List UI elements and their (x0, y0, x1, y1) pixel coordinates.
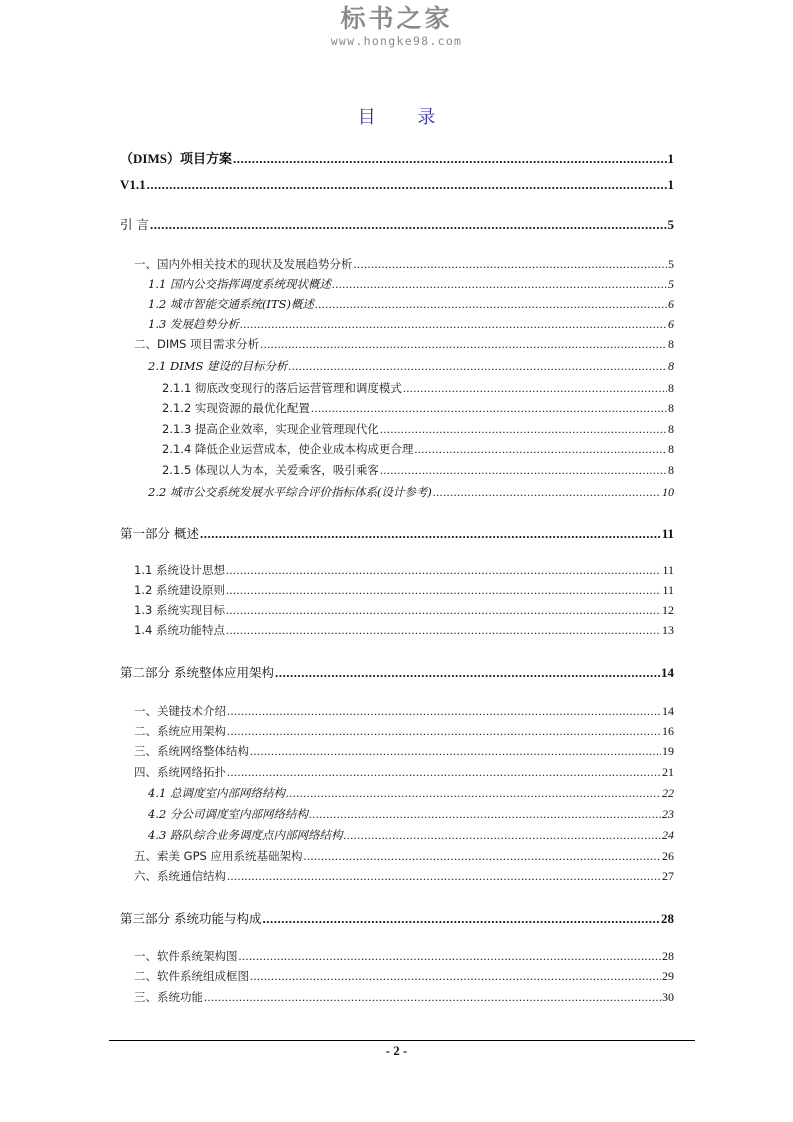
toc-entry-label: V1.1 (120, 177, 146, 192)
toc-entry[interactable] (120, 177, 674, 195)
toc-entry-label: 2.1.1 彻底改变现行的落后运营管理和调度模式 (162, 381, 402, 395)
toc-entry-label: 第二部分 系统整体应用架构 (120, 665, 274, 680)
toc-entry-label: 1.3 系统实现目标 (134, 603, 225, 617)
toc-entry-page: 11 (662, 583, 674, 597)
toc-entry-page: 10 (662, 485, 674, 499)
toc-entry-label: 三、系统网络整体结构 (134, 744, 249, 758)
toc-entry[interactable] (120, 524, 674, 542)
toc-entry-label: 四、系统网络拓扑 (134, 765, 226, 779)
toc-entry-page: 28 (661, 911, 674, 926)
toc-entry[interactable] (120, 663, 674, 681)
toc-leader-dots (233, 151, 667, 167)
toc-entry-label: 2.1.2 实现资源的最优化配置 (162, 401, 310, 415)
toc-leader-dots (380, 463, 667, 478)
toc-entry[interactable] (120, 622, 674, 640)
page-title: 目 录 (357, 107, 454, 128)
toc-entry-page: 1 (667, 151, 674, 166)
toc-leader-dots (303, 849, 661, 864)
toc-leader-dots (226, 563, 661, 578)
toc-entry[interactable] (120, 462, 674, 480)
toc-leader-dots (204, 990, 661, 1005)
footer-divider (109, 1040, 695, 1041)
toc-entry-label: 2.1.4 降低企业运营成本，使企业成本构成更合理 (162, 442, 414, 456)
toc-entry-page: 5 (667, 217, 674, 232)
toc-entry-page: 14 (661, 665, 674, 680)
toc-leader-dots (315, 297, 667, 312)
toc-entry-page: 1 (667, 177, 674, 192)
toc-entry[interactable] (120, 316, 674, 334)
toc-leader-dots (275, 665, 660, 681)
toc-entry-page: 19 (662, 744, 674, 758)
toc-leader-dots (227, 704, 661, 719)
toc-leader-dots (380, 422, 667, 437)
toc-leader-dots (260, 337, 667, 352)
toc-entry-label: （DIMS）项目方案 (120, 151, 232, 166)
toc-entry-label: 引 言 (120, 217, 149, 232)
toc-entry-page: 12 (662, 603, 674, 617)
toc-entry[interactable] (120, 582, 674, 600)
toc-leader-dots (226, 603, 661, 618)
toc-entry-page: 8 (668, 401, 674, 415)
toc-entry[interactable] (120, 743, 674, 761)
toc-entry[interactable] (120, 948, 674, 966)
toc-leader-dots (403, 381, 667, 396)
toc-leader-dots (250, 744, 661, 759)
toc-leader-dots (250, 969, 661, 984)
toc-entry-page: 11 (662, 563, 674, 577)
toc-entry-page: 26 (662, 849, 674, 863)
toc-entry-page: 22 (662, 786, 674, 800)
toc-entry[interactable] (120, 148, 674, 166)
toc-entry-label: 三、系统功能 (134, 990, 203, 1004)
toc-leader-dots (289, 359, 667, 374)
toc-entry[interactable] (120, 785, 674, 803)
toc-entry-label: 4.3 路队综合业务调度点内部网络结构 (148, 828, 343, 842)
toc-entry[interactable] (120, 256, 674, 274)
toc-leader-dots (227, 765, 661, 780)
footer-page-number: - 2 - (385, 1043, 408, 1058)
toc-leader-dots (309, 807, 661, 822)
toc-entry[interactable] (120, 848, 674, 866)
toc-entry-label: 一、关键技术介绍 (134, 704, 226, 718)
toc-leader-dots (239, 949, 662, 964)
toc-entry-label: 4.2 分公司调度室内部网络结构 (148, 807, 308, 821)
watermark (0, 4, 793, 48)
toc-leader-dots (343, 828, 661, 843)
toc-entry-page: 6 (668, 297, 674, 311)
toc-leader-dots (262, 911, 660, 927)
toc-leader-dots (150, 217, 667, 233)
toc-entry-page: 21 (662, 765, 674, 779)
toc-leader-dots (433, 485, 661, 500)
toc-leader-dots (147, 177, 667, 193)
toc-entry-page: 5 (668, 257, 674, 271)
toc-entry-label: 1.4 系统功能特点 (134, 623, 225, 637)
watermark-url: www.hongke98.com (330, 34, 463, 48)
toc-entry[interactable] (120, 380, 674, 398)
toc-entry-page: 28 (662, 949, 674, 963)
toc-entry-label: 二、系统应用架构 (134, 724, 226, 738)
toc-entry[interactable] (120, 703, 674, 721)
toc-leader-dots (240, 317, 667, 332)
toc-leader-dots (226, 583, 661, 598)
watermark-logo: 标书之家 (340, 4, 453, 33)
toc-entry[interactable] (120, 441, 674, 459)
toc-entry[interactable] (120, 358, 674, 376)
toc-entry-label: 二、软件系统组成框图 (134, 969, 249, 983)
toc-entry[interactable] (120, 215, 674, 233)
toc-entry-page: 30 (662, 990, 674, 1004)
toc-entry-page: 11 (661, 526, 674, 541)
toc-leader-dots (354, 257, 668, 272)
toc-entry[interactable] (120, 602, 674, 620)
toc-entry-page: 8 (668, 359, 674, 373)
toc-entry-page: 6 (668, 317, 674, 331)
toc-entry-page: 8 (668, 422, 674, 436)
toc-entry-label: 1.1 国内公交指挥调度系统现状概述 (148, 277, 331, 291)
toc-entry[interactable] (120, 484, 674, 502)
toc-entry-page: 8 (668, 381, 674, 395)
toc-entry-page: 23 (662, 807, 674, 821)
toc-entry[interactable] (120, 421, 674, 439)
toc-entry-label: 六、系统通信结构 (134, 869, 226, 883)
toc-entry-page: 8 (668, 442, 674, 456)
toc-entry-label: 一、软件系统架构图 (134, 949, 238, 963)
toc-entry-page: 8 (668, 337, 674, 351)
toc-entry-label: 1.3 发展趋势分析 (148, 317, 239, 331)
toc-entry-label: 五、索美 GPS 应用系统基础架构 (134, 849, 303, 863)
toc-entry[interactable] (120, 806, 674, 824)
toc-entry[interactable] (120, 989, 674, 1007)
toc-leader-dots (332, 277, 667, 292)
toc-leader-dots (226, 623, 661, 638)
toc-entry-page: 27 (662, 869, 674, 883)
toc-entry-label: 二、DIMS 项目需求分析 (134, 337, 260, 351)
toc-entry-label: 2.1.3 提高企业效率，实现企业管理现代化 (162, 422, 379, 436)
toc-entry-page: 5 (668, 277, 674, 291)
toc-entry[interactable] (120, 400, 674, 418)
toc-entry-label: 1.1 系统设计思想 (134, 563, 225, 577)
toc-entry-label: 2.1 DIMS 建设的目标分析 (148, 359, 288, 373)
toc-entry-label: 第三部分 系统功能与构成 (120, 911, 262, 926)
toc-entry-page: 16 (662, 724, 674, 738)
toc-entry[interactable] (120, 968, 674, 986)
toc-leader-dots (227, 724, 661, 739)
toc-entry-label: 1.2 系统建设原则 (134, 583, 225, 597)
toc-entry-page: 29 (662, 969, 674, 983)
toc-entry-label: 一、国内外相关技术的现状及发展趋势分析 (134, 257, 353, 271)
toc-entry[interactable] (120, 827, 674, 845)
toc-entry-page: 8 (668, 463, 674, 477)
toc-entry[interactable] (120, 868, 674, 886)
toc-entry[interactable] (120, 276, 674, 294)
toc-entry-label: 第一部分 概述 (120, 526, 199, 541)
toc-leader-dots (311, 401, 667, 416)
toc-leader-dots (227, 869, 661, 884)
toc-leader-dots (286, 786, 661, 801)
toc-entry[interactable] (120, 562, 674, 580)
toc-entry-label: 2.1.5 体现以人为本，关爱乘客，吸引乘客 (162, 463, 379, 477)
toc-entry[interactable] (120, 909, 674, 927)
toc-entry[interactable] (120, 764, 674, 782)
toc-entry-page: 13 (662, 623, 674, 637)
toc-entry-label: 1.2 城市智能交通系统(ITS)概述 (148, 297, 315, 311)
toc-entry-label: 4.1 总调度室内部网络结构 (148, 786, 285, 800)
toc-entry[interactable] (120, 296, 674, 314)
toc-entry-page: 24 (662, 828, 674, 842)
toc-entry-page: 14 (662, 704, 674, 718)
toc-entry[interactable] (120, 723, 674, 741)
toc-leader-dots (414, 442, 667, 457)
toc-entry[interactable] (120, 336, 674, 354)
toc-entry-label: 2.2 城市公交系统发展水平综合评价指标体系(设计参考) (148, 485, 432, 499)
toc-leader-dots (200, 526, 661, 542)
